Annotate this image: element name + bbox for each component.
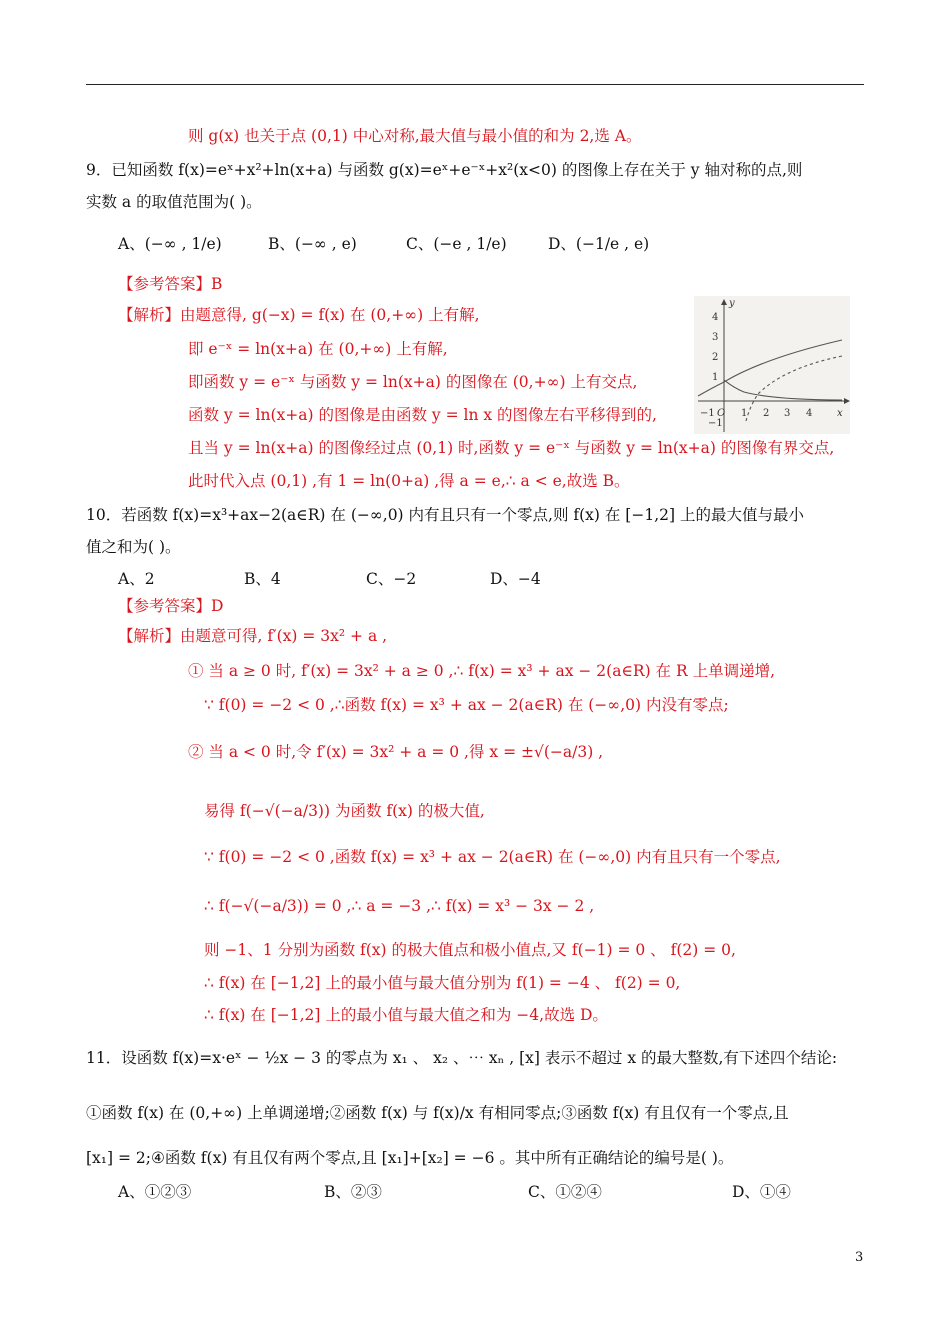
graph-xtick: −1 — [700, 408, 715, 419]
q10-solution-2: ① 当 a ≥ 0 时, f′(x) = 3x² + a ≥ 0 ,∴ f(x) = x³ + ax − 2(a∈R) 在 R 上单调递增, — [188, 662, 776, 680]
q10-option-d: D、−4 — [490, 570, 541, 588]
graph-ytick: 1 — [712, 372, 719, 383]
q9-option-c: C、(−e , 1/e) — [406, 235, 507, 253]
q9-solution-5: 且当 y = ln(x+a) 的图像经过点 (0,1) 时,函数 y = e⁻ˣ 与函数 y = ln(x+a) 的图像有界交点, — [188, 439, 835, 457]
q10-answer: 【参考答案】D — [118, 597, 224, 615]
q9-solution-6: 此时代入点 (0,1) ,有 1 = ln(0+a) ,得 a = e,∴ a < e,故选 B。 — [188, 472, 630, 490]
q10-solution-3: ∵ f(0) = −2 < 0 ,∴函数 f(x) = x³ + ax − 2(a∈R) 在 (−∞,0) 内没有零点; — [204, 696, 729, 714]
q10-solution-5: 易得 f(−√(−a/3)) 为函数 f(x) 的极大值, — [204, 802, 485, 820]
graph-ytick: −1 — [708, 418, 723, 429]
graph-y-label: y — [729, 298, 735, 309]
q10-solution-1: 【解析】由题意可得, f′(x) = 3x² + a , — [118, 627, 388, 645]
q10-solution-8: 则 −1、1 分别为函数 f(x) 的极大值点和极小值点,又 f(−1) = 0 、 f(2) = 0, — [204, 941, 736, 959]
q9-solution-3: 即函数 y = e⁻ˣ 与函数 y = ln(x+a) 的图像在 (0,+∞) 上有交点, — [188, 373, 638, 391]
header-rule — [86, 84, 864, 85]
function-graph — [694, 296, 850, 434]
q9-solution-4: 函数 y = ln(x+a) 的图像是由函数 y = ln x 的图像左右平移得到的, — [188, 406, 657, 424]
graph-xtick: 3 — [784, 408, 791, 419]
graph-ytick: 4 — [712, 312, 719, 323]
q9-option-d: D、(−1/e , e) — [548, 235, 650, 253]
q10-stem-line2: 值之和为( )。 — [86, 538, 181, 556]
q9-solution-1: 【解析】由题意得, g(−x) = f(x) 在 (0,+∞) 上有解, — [118, 306, 480, 324]
q11-option-b: B、②③ — [324, 1183, 382, 1201]
q11-option-c: C、①②④ — [528, 1183, 602, 1201]
q10-option-a: A、2 — [118, 570, 155, 588]
q9-option-b: B、(−∞ , e) — [268, 235, 357, 253]
q10-option-b: B、4 — [244, 570, 281, 588]
q11-stem-line3: [x₁] = 2;④函数 f(x) 有且仅有两个零点,且 [x₁]+[x₂] = −6 。其中所有正确结论的编号是( )。 — [86, 1149, 734, 1167]
graph-xtick: 1 — [741, 408, 748, 419]
q10-stem-line1: 10．若函数 f(x)=x³+ax−2(a∈R) 在 (−∞,0) 内有且只有一个零点,则 f(x) 在 [−1,2] 上的最大值与最小 — [86, 506, 804, 524]
q11-stem-line1: 11．设函数 f(x)=x·eˣ − ½x − 3 的零点为 x₁ 、 x₂ 、⋯ xₙ , [x] 表示不超过 x 的最大整数,有下述四个结论: — [86, 1049, 838, 1067]
page-number: 3 — [855, 1250, 864, 1265]
q11-stem-line2: ①函数 f(x) 在 (0,+∞) 上单调递增;②函数 f(x) 与 f(x)/x 有相同零点;③函数 f(x) 有且仅有一个零点,且 — [86, 1104, 789, 1122]
q11-option-d: D、①④ — [732, 1183, 791, 1201]
graph-ytick: 3 — [712, 332, 719, 343]
graph-ytick: 2 — [712, 352, 719, 363]
q9-solution-2: 即 e⁻ˣ = ln(x+a) 在 (0,+∞) 上有解, — [188, 340, 448, 358]
q9-stem-line2: 实数 a 的取值范围为( )。 — [86, 193, 262, 211]
q10-solution-4: ② 当 a < 0 时,令 f′(x) = 3x² + a = 0 ,得 x = ±√(−a/3) , — [188, 743, 604, 761]
q10-solution-7: ∴ f(−√(−a/3)) = 0 ,∴ a = −3 ,∴ f(x) = x³ − 3x − 2 , — [204, 897, 595, 915]
q10-solution-10: ∴ f(x) 在 [−1,2] 上的最小值与最大值之和为 −4,故选 D。 — [204, 1006, 608, 1024]
q9-stem-line1: 9．已知函数 f(x)=eˣ+x²+ln(x+a) 与函数 g(x)=eˣ+e⁻ˣ+x²(x<0) 的图像上存在关于 y 轴对称的点,则 — [86, 161, 803, 179]
q11-option-a: A、①②③ — [118, 1183, 192, 1201]
q10-solution-6: ∵ f(0) = −2 < 0 ,函数 f(x) = x³ + ax − 2(a∈R) 在 (−∞,0) 内有且只有一个零点, — [204, 848, 781, 866]
q10-option-c: C、−2 — [366, 570, 417, 588]
graph-xtick: 2 — [763, 408, 770, 419]
graph-xtick: 4 — [806, 408, 813, 419]
continuation-line: 则 g(x) 也关于点 (0,1) 中心对称,最大值与最小值的和为 2,选 A。 — [188, 127, 642, 145]
graph-x-label: x — [837, 408, 843, 419]
q9-option-a: A、(−∞ , 1/e) — [118, 235, 222, 253]
graph-origin: O — [717, 408, 726, 419]
q9-answer: 【参考答案】B — [118, 275, 223, 293]
q10-solution-9: ∴ f(x) 在 [−1,2] 上的最小值与最大值分别为 f(1) = −4 、 f(2) = 0, — [204, 974, 681, 992]
